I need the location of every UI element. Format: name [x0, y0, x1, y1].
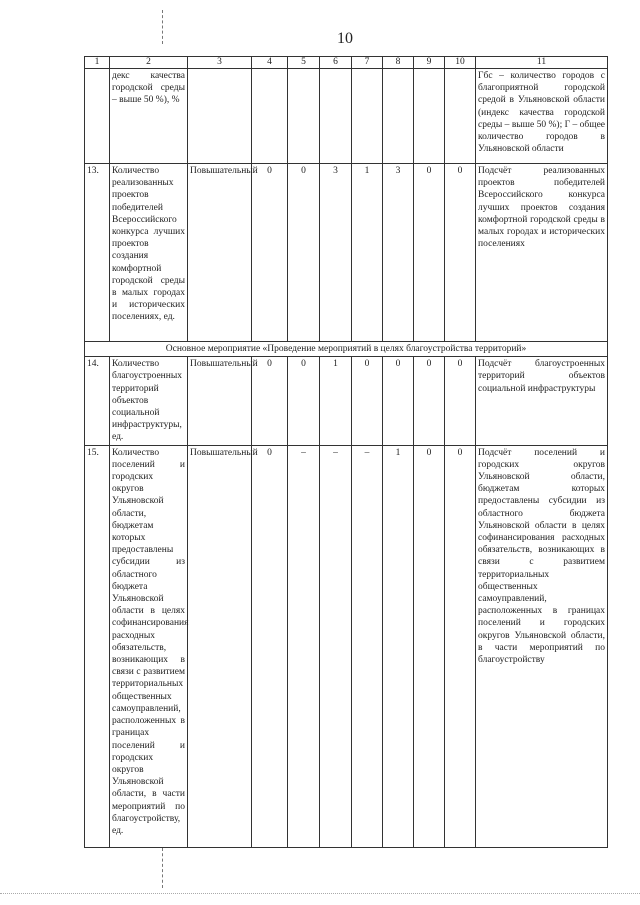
indicator-type: Повышательный — [188, 164, 252, 342]
column-header: 4 — [252, 57, 288, 69]
value-cell — [352, 69, 383, 164]
column-header: 2 — [110, 57, 188, 69]
value-cell: 0 — [414, 445, 445, 847]
value-cell: 1 — [320, 357, 352, 445]
calculation-method: Подсчёт поселений и городских округов Ульяновской области, бюджетам которых предоставлены субсидии из областного бюджета Ульяновской области в целях софинансирования расходных обязательств, возникающих в связи с развитием территориальных общественных самоуправлений, расположенных в границах поселений и городских округов Ульяновской области, в части мероприятий по благоустройству — [476, 445, 608, 847]
page-number: 10 — [337, 30, 353, 47]
value-cell: – — [320, 445, 352, 847]
scan-edge — [0, 893, 640, 894]
value-cell: 0 — [252, 445, 288, 847]
column-header: 10 — [445, 57, 476, 69]
column-header: 5 — [288, 57, 320, 69]
value-cell: 3 — [383, 164, 414, 342]
indicator-type — [188, 69, 252, 164]
value-cell — [288, 69, 320, 164]
value-cell: 0 — [252, 164, 288, 342]
column-header: 11 — [476, 57, 608, 69]
indicator-name: Количество благоустроенных территорий объектов социальной инфраструктуры, ед. — [110, 357, 188, 445]
table-row — [85, 69, 608, 164]
value-cell: 1 — [352, 164, 383, 342]
value-cell: 1 — [383, 445, 414, 847]
calculation-method: Подсчёт благоустроенных территорий объектов социальной инфраструктуры — [476, 357, 608, 445]
column-header: 6 — [320, 57, 352, 69]
value-cell: 0 — [445, 445, 476, 847]
indicators-table — [84, 56, 608, 848]
indicator-name: декс качества городской среды – выше 50 %), % — [110, 69, 188, 164]
column-header: 1 — [85, 57, 110, 69]
row-number: 13. — [85, 164, 110, 342]
value-cell: 0 — [414, 357, 445, 445]
calculation-method: Гбс – количество городов с благоприятной городской средой в Ульяновской области (индекс качества городской среды – выше 50 %); Г – общее количество городов в Ульяновской области — [476, 69, 608, 164]
table-row — [85, 164, 608, 342]
value-cell — [414, 69, 445, 164]
column-header: 7 — [352, 57, 383, 69]
table-row — [85, 445, 608, 847]
value-cell — [252, 69, 288, 164]
column-header: 3 — [188, 57, 252, 69]
value-cell: 0 — [383, 357, 414, 445]
column-header: 9 — [414, 57, 445, 69]
column-header: 8 — [383, 57, 414, 69]
row-number: 15. — [85, 445, 110, 847]
value-cell: 3 — [320, 164, 352, 342]
value-cell: 0 — [352, 357, 383, 445]
value-cell: – — [288, 445, 320, 847]
row-number: 14. — [85, 357, 110, 445]
section-title: Основное мероприятие «Проведение мероприятий в целях благоустройства территорий» — [85, 342, 608, 357]
value-cell: 0 — [288, 164, 320, 342]
indicator-type: Повышательный — [188, 445, 252, 847]
row-number — [85, 69, 110, 164]
value-cell: 0 — [288, 357, 320, 445]
value-cell — [383, 69, 414, 164]
table-header-row — [85, 57, 608, 69]
section-row — [85, 342, 608, 357]
indicator-type: Повышательный — [188, 357, 252, 445]
value-cell: 0 — [414, 164, 445, 342]
table-row — [85, 357, 608, 445]
value-cell: – — [352, 445, 383, 847]
value-cell — [320, 69, 352, 164]
value-cell: 0 — [252, 357, 288, 445]
value-cell: 0 — [445, 164, 476, 342]
calculation-method: Подсчёт реализованных проектов победителей Всероссийского конкурса лучших проектов создания комфортной городской среды в малых городах и исторических поселениях — [476, 164, 608, 342]
value-cell: 0 — [445, 357, 476, 445]
value-cell — [445, 69, 476, 164]
indicator-name: Количество реализованных проектов победителей Всероссийского конкурса лучших проектов создания комфортной городской среды в малых городах и исторических поселениях, ед. — [110, 164, 188, 342]
indicator-name: Количество поселений и городских округов Ульяновской области, бюджетам которых предоставлены субсидии из областного бюджета Ульяновской области в целях софинансирования расходных обязательств, возникающих в связи с развитием территориальных общественных самоуправлений, расположенных в границах поселений и городских округов Ульяновской области, в части мероприятий по благоустройству, ед. — [110, 445, 188, 847]
fold-mark-bottom — [162, 848, 163, 888]
